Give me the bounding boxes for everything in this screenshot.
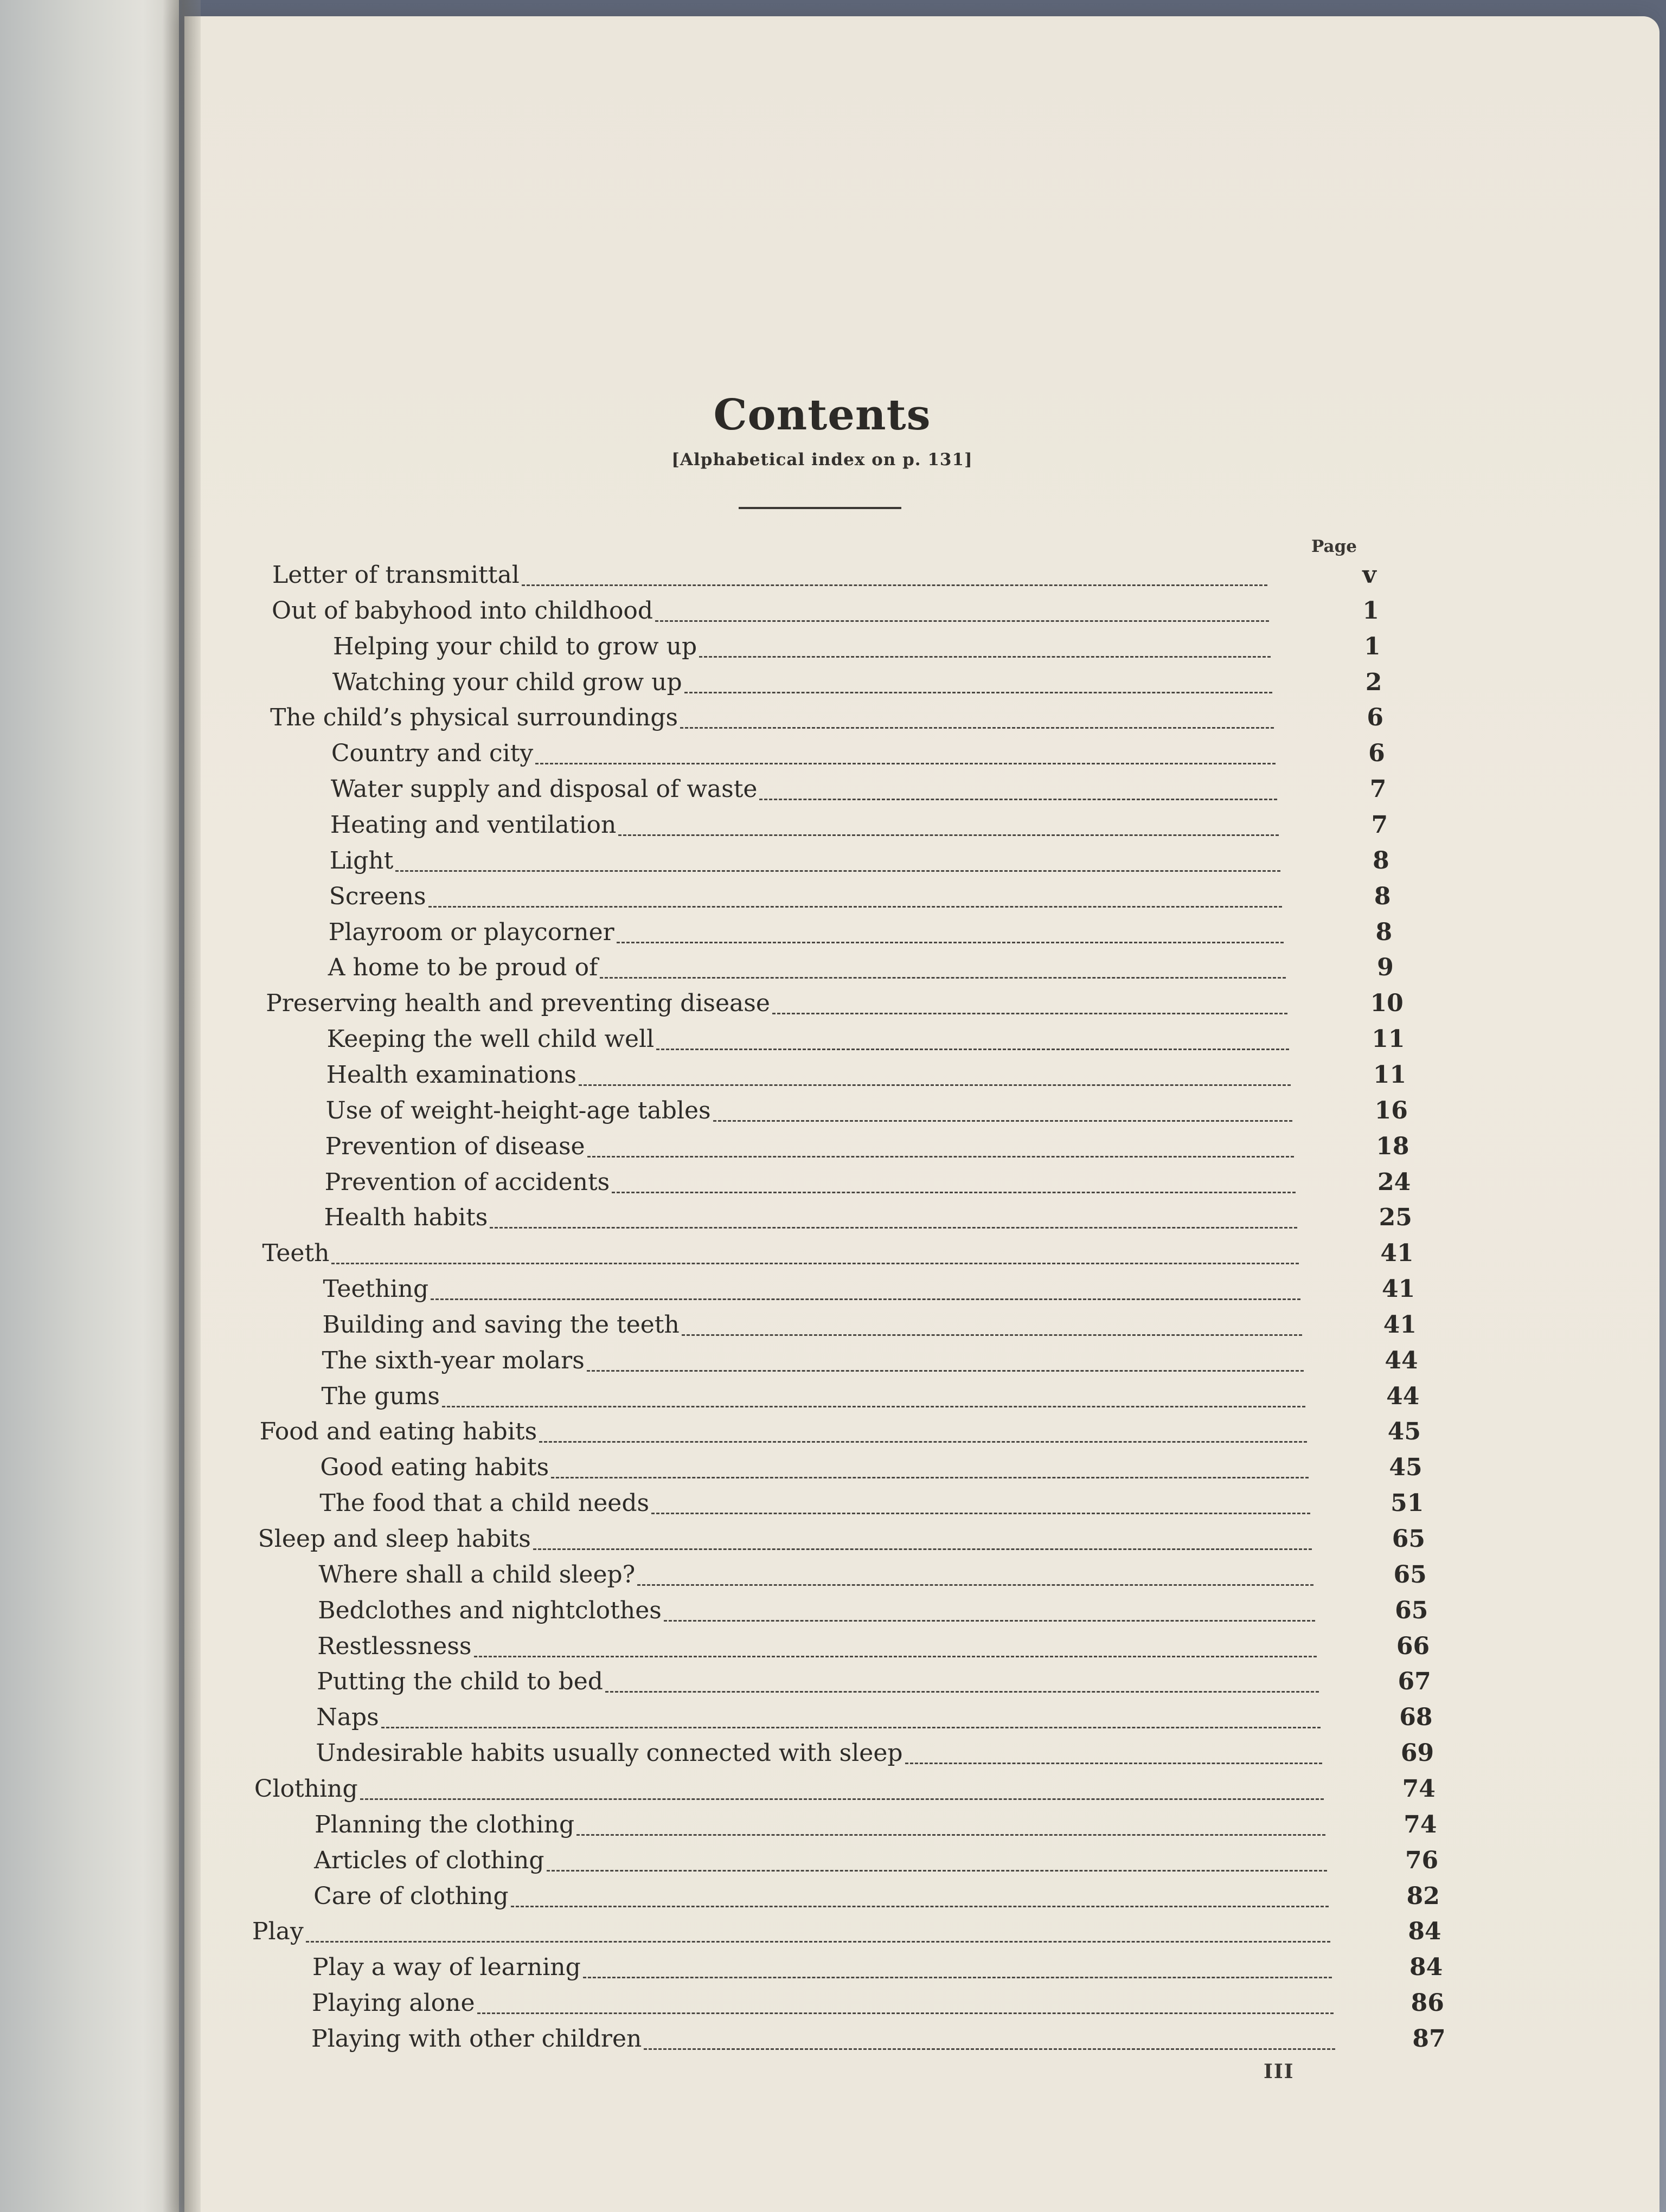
book-gutter [163, 0, 201, 2212]
toc-entry-label: Planning the clothing [315, 1810, 575, 1838]
toc-entry-page-number: 7 [1369, 775, 1387, 803]
dot-leader [680, 727, 1274, 729]
dot-leader [511, 1906, 1329, 1907]
toc-entry-page-number: 44 [1385, 1346, 1418, 1374]
toc-entry-label: Food and eating habits [259, 1418, 537, 1446]
toc-entry-label: Light [329, 846, 394, 874]
toc-entry [312, 1989, 1444, 2022]
toc-entry [326, 1025, 1405, 1058]
toc-entry-page-number: 45 [1387, 1418, 1421, 1446]
toc-entry-page-number: 41 [1380, 1239, 1414, 1268]
toc-entry-page-number: 2 [1365, 668, 1382, 696]
toc-entry-page-number: 1 [1362, 596, 1379, 625]
toc-entry-label: Preserving health and preventing disease [266, 989, 770, 1018]
toc-entry-label: Playing with other children [311, 2025, 642, 2053]
toc-entry [270, 704, 1384, 736]
dot-leader [587, 1370, 1304, 1372]
toc-entry-page-number: 11 [1372, 1025, 1405, 1053]
toc-entry-label: Play [252, 1918, 304, 1946]
toc-entry-page-number: 25 [1379, 1204, 1412, 1232]
toc-entry-page-number: 7 [1371, 811, 1388, 839]
toc-entry [328, 918, 1393, 951]
toc-entry-page-number: 65 [1393, 1560, 1427, 1589]
toc-entry-label: Teething [323, 1275, 429, 1303]
dot-leader [651, 1513, 1310, 1514]
toc-entry-page-number: 82 [1406, 1882, 1440, 1910]
left-facing-page [0, 0, 179, 2212]
toc-entry-page-number: 8 [1373, 846, 1389, 874]
toc-entry-page-number: 8 [1375, 918, 1393, 946]
toc-entry-label: Undesirable habits usually connected with sleep [316, 1739, 903, 1767]
toc-entry-page-number: 44 [1386, 1382, 1420, 1410]
toc-entry [332, 668, 1382, 701]
title-rule [739, 507, 901, 509]
toc-entry [318, 1596, 1428, 1629]
toc-entry [332, 632, 1381, 665]
toc-entry [262, 1239, 1414, 1272]
dot-leader [381, 1727, 1321, 1728]
toc-entry-label: Good eating habits [320, 1454, 549, 1482]
toc-entry [314, 1846, 1439, 1879]
toc-entry-page-number: 51 [1391, 1489, 1424, 1517]
dot-leader [477, 2012, 1334, 2014]
toc-entry [318, 1560, 1427, 1593]
dot-leader [618, 834, 1279, 836]
toc-entry-label: Keeping the well child well [326, 1025, 655, 1053]
toc-entry [330, 775, 1387, 808]
toc-entry-page-number: 67 [1398, 1668, 1431, 1696]
toc-entry-label: Helping your child to grow up [332, 632, 697, 660]
toc-entry-page-number: 65 [1392, 1525, 1426, 1553]
toc-entry [324, 1204, 1412, 1236]
toc-entry-page-number: 74 [1402, 1775, 1436, 1803]
dot-leader [395, 870, 1280, 872]
toc-entry-page-number: 24 [1377, 1168, 1411, 1196]
page-title: Contents [713, 390, 931, 440]
dot-leader [551, 1477, 1309, 1478]
dot-leader [617, 942, 1284, 943]
toc-entry-label: Where shall a child sleep? [318, 1560, 636, 1589]
toc-entry [328, 954, 1394, 986]
dot-leader [360, 1798, 1324, 1800]
toc-entry-page-number: 86 [1411, 1989, 1444, 2017]
toc-entry [315, 1810, 1437, 1843]
toc-entry [317, 1668, 1431, 1700]
dot-leader [612, 1192, 1296, 1193]
toc-entry [266, 989, 1404, 1022]
toc-entry-label: Teeth [262, 1239, 330, 1268]
toc-entry-page-number: 68 [1399, 1703, 1433, 1732]
dot-leader [535, 763, 1276, 764]
dot-leader [655, 620, 1269, 622]
index-note: [Alphabetical index on p. 131] [671, 450, 973, 470]
toc-entry [259, 1418, 1421, 1450]
dot-leader [331, 1263, 1298, 1264]
toc-entry-page-number: 87 [1412, 2025, 1446, 2053]
dot-leader [583, 1977, 1332, 1978]
dot-leader [474, 1656, 1317, 1657]
toc-entry [319, 1489, 1424, 1522]
toc-entry-label: Playroom or playcorner [328, 918, 614, 946]
toc-entry-label: Bedclothes and nightclothes [318, 1596, 662, 1624]
toc-entry-label: The food that a child needs [319, 1489, 650, 1517]
toc-entry-label: Naps [316, 1703, 379, 1732]
dot-leader [684, 692, 1273, 693]
toc-entry-page-number: 18 [1376, 1132, 1409, 1160]
toc-entry [272, 596, 1379, 629]
book-page [184, 16, 1659, 2212]
dot-leader [656, 1049, 1289, 1050]
toc-entry [258, 1525, 1426, 1558]
toc-entry [329, 846, 1389, 879]
toc-entry-label: Out of babyhood into childhood [272, 596, 653, 625]
toc-entry-label: Restlessness [317, 1632, 472, 1660]
toc-entry [252, 1918, 1441, 1950]
dot-leader [637, 1584, 1313, 1586]
toc-entry [317, 1632, 1430, 1665]
toc-entry-label: Water supply and disposal of waste [330, 775, 758, 803]
dot-leader [533, 1548, 1312, 1550]
dot-leader [442, 1406, 1305, 1407]
toc-entry-label: Articles of clothing [314, 1846, 544, 1874]
dot-leader [664, 1620, 1316, 1622]
toc-entry-page-number: 9 [1377, 954, 1394, 982]
toc-entry-label: Letter of transmittal [272, 561, 520, 589]
dot-leader [539, 1441, 1307, 1443]
dot-leader [587, 1156, 1294, 1158]
toc-entry-page-number: 66 [1396, 1632, 1430, 1660]
toc-entry-page-number: 6 [1367, 704, 1384, 732]
dot-leader [699, 656, 1271, 658]
dot-leader [522, 584, 1267, 586]
dot-leader [428, 906, 1283, 908]
page-column-heading: Page [1311, 537, 1357, 556]
toc-entry-label: Health examinations [326, 1060, 576, 1089]
toc-entry-label: Watching your child grow up [332, 668, 682, 696]
dot-leader [682, 1334, 1302, 1336]
toc-entry [324, 1168, 1411, 1201]
toc-entry-label: Clothing [254, 1775, 358, 1803]
dot-leader [431, 1298, 1300, 1300]
toc-entry-page-number: 74 [1404, 1810, 1437, 1838]
toc-entry-page-number: 16 [1374, 1096, 1408, 1124]
toc-entry-page-number: 84 [1408, 1918, 1441, 1946]
toc-entry [329, 882, 1391, 915]
toc-entry-label: Putting the child to bed [317, 1668, 603, 1696]
toc-entry-label: The gums [321, 1382, 440, 1410]
toc-entry-label: Care of clothing [313, 1882, 509, 1910]
toc-entry [321, 1382, 1420, 1415]
dot-leader [605, 1691, 1319, 1693]
toc-entry [322, 1346, 1418, 1379]
toc-entry-page-number: 84 [1409, 1953, 1443, 1982]
toc-entry-label: The sixth-year molars [322, 1346, 585, 1374]
toc-entry [323, 1275, 1415, 1308]
dot-leader [905, 1763, 1322, 1764]
toc-entry [325, 1132, 1409, 1165]
toc-entry-label: The child’s physical surroundings [270, 704, 678, 732]
toc-entry-page-number: 76 [1405, 1846, 1439, 1874]
toc-entry-label: A home to be proud of [328, 954, 598, 982]
dot-leader [576, 1834, 1325, 1836]
dot-leader [713, 1120, 1292, 1122]
toc-entry [313, 1882, 1440, 1915]
toc-entry [272, 561, 1376, 594]
toc-entry-page-number: 41 [1382, 1275, 1415, 1303]
toc-entry [316, 1739, 1434, 1772]
toc-entry-page-number: 11 [1373, 1060, 1407, 1089]
toc-entry [331, 740, 1385, 772]
toc-entry-label: Prevention of accidents [324, 1168, 610, 1196]
toc-entry [330, 811, 1388, 844]
dot-leader [579, 1084, 1291, 1086]
dot-leader [490, 1227, 1297, 1229]
toc-entry-page-number: 65 [1395, 1596, 1428, 1624]
toc-entry-label: Screens [329, 882, 426, 910]
toc-entry [322, 1310, 1417, 1343]
toc-entry [326, 1060, 1407, 1094]
dot-leader [600, 977, 1285, 979]
toc-entry [320, 1454, 1422, 1486]
toc-entry-label: Playing alone [312, 1989, 475, 2017]
toc-entry-page-number: 1 [1364, 632, 1381, 660]
toc-entry [325, 1096, 1408, 1129]
page-folio: III [1264, 2060, 1295, 2083]
toc-entry [311, 2025, 1446, 2057]
toc-entry [316, 1703, 1433, 1736]
toc-entry [254, 1775, 1436, 1808]
toc-entry-label: Sleep and sleep habits [258, 1525, 531, 1553]
toc-entry [312, 1953, 1443, 1986]
toc-entry-label: Building and saving the teeth [322, 1310, 680, 1339]
toc-entry-label: Use of weight-height-age tables [325, 1096, 711, 1124]
toc-entry-label: Health habits [324, 1204, 488, 1232]
toc-entry-page-number: 69 [1400, 1739, 1434, 1767]
dot-leader [759, 799, 1277, 800]
dot-leader [644, 2048, 1335, 2050]
toc-entry-label: Prevention of disease [325, 1132, 585, 1160]
dot-leader [772, 1013, 1287, 1014]
toc-entry-label: Play a way of learning [312, 1953, 581, 1982]
toc-entry-page-number: v [1362, 561, 1376, 589]
toc-entry-label: Heating and ventilation [330, 811, 617, 839]
dot-leader [306, 1941, 1330, 1943]
toc-entry-page-number: 10 [1370, 989, 1404, 1018]
dot-leader [547, 1870, 1327, 1872]
toc-entry-page-number: 8 [1374, 882, 1391, 910]
toc-entry-label: Country and city [331, 740, 534, 768]
toc-entry-page-number: 6 [1368, 740, 1385, 768]
toc-entry-page-number: 45 [1389, 1454, 1422, 1482]
toc-entry-page-number: 41 [1383, 1310, 1417, 1339]
